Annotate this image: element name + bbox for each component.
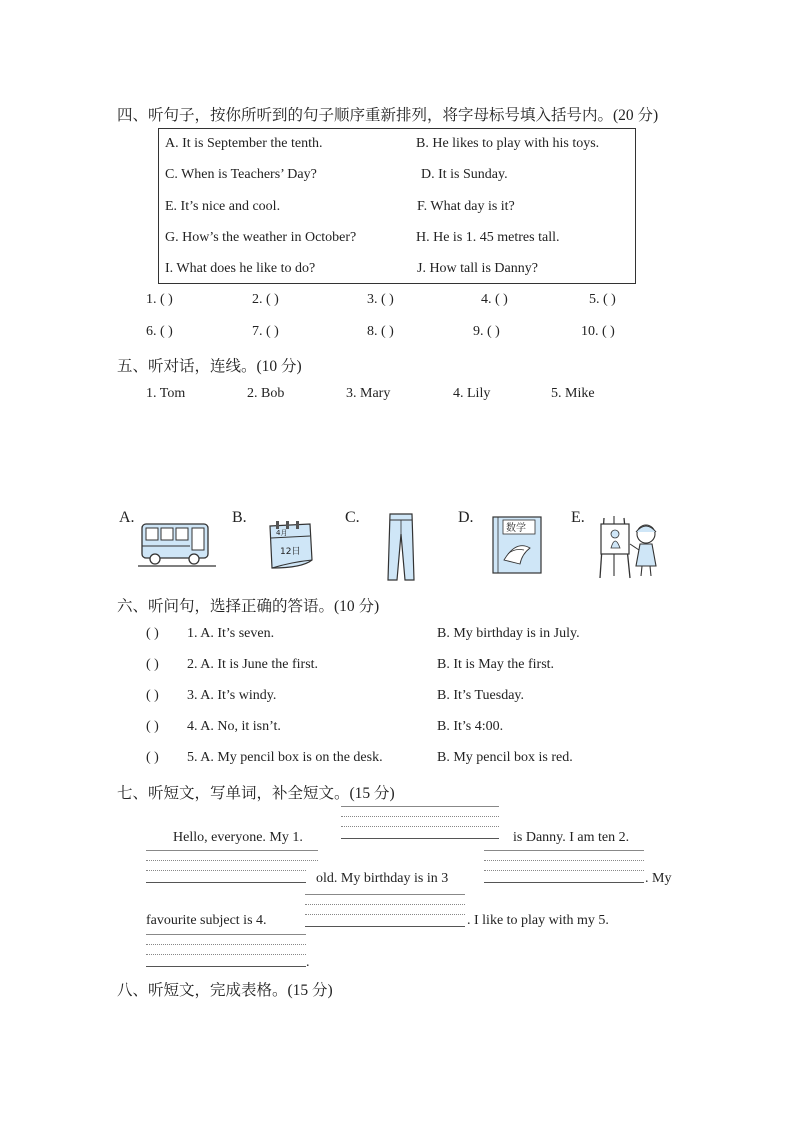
choice-2-a: 2. A. It is June the first. — [187, 657, 319, 672]
letter-b: B. — [232, 509, 247, 526]
passage-text-1: Hello, everyone. My 1. — [173, 830, 303, 845]
answer-blank-2[interactable]: 2. ( ) — [252, 292, 279, 307]
answer-blank-5[interactable]: 5. ( ) — [589, 292, 616, 307]
jeans-picture — [384, 510, 418, 582]
name-tom: 1. Tom — [146, 386, 186, 401]
writing-line — [146, 954, 306, 955]
writing-line — [146, 870, 306, 871]
choice-4-b: B. It’s 4:00. — [437, 719, 504, 734]
writing-line — [146, 934, 306, 935]
option-b: B. He likes to play with his toys. — [416, 136, 600, 151]
passage-text-5: favourite subject is 4. — [146, 913, 267, 928]
book-title: 数学 — [506, 523, 526, 534]
passage-text-7: . — [306, 955, 310, 970]
choice-1-a: 1. A. It’s seven. — [187, 626, 275, 641]
choice-5-a: 5. A. My pencil box is on the desk. — [187, 750, 383, 765]
calendar-day: 12日 — [280, 547, 301, 557]
answer-blank-7[interactable]: 7. ( ) — [252, 324, 279, 339]
answer-line-4[interactable] — [305, 926, 465, 927]
option-c: C. When is Teachers’ Day? — [165, 167, 317, 182]
option-g: G. How’s the weather in October? — [165, 230, 357, 245]
passage-text-6: . I like to play with my 5. — [467, 913, 609, 928]
option-d: D. It is Sunday. — [421, 167, 508, 182]
calendar-month: 4月 — [276, 529, 288, 537]
answer-blank-6[interactable]: 6. ( ) — [146, 324, 173, 339]
writing-line — [146, 860, 318, 861]
writing-line — [305, 914, 465, 915]
answer-blank-9[interactable]: 9. ( ) — [473, 324, 500, 339]
writing-line — [484, 870, 644, 871]
math-book-picture — [490, 514, 544, 576]
writing-line — [341, 826, 499, 827]
answer-blank-3[interactable]: 3. ( ) — [367, 292, 394, 307]
passage-text-2: is Danny. I am ten 2. — [513, 830, 630, 845]
answer-line-1[interactable] — [341, 838, 499, 839]
option-f: F. What day is it? — [417, 199, 515, 214]
choice-2-b: B. It is May the first. — [437, 657, 555, 672]
letter-e: E. — [571, 509, 585, 526]
writing-line — [484, 850, 644, 851]
passage-text-3: old. My birthday is in 3 — [316, 871, 449, 886]
section5-heading: 五、听对话，连线。(10 分) — [117, 358, 302, 375]
writing-line — [305, 894, 465, 895]
choice-bracket-1[interactable]: ( ) — [146, 626, 159, 641]
option-e: E. It’s nice and cool. — [165, 199, 281, 214]
choice-bracket-2[interactable]: ( ) — [146, 657, 159, 672]
painting-picture — [596, 514, 666, 580]
answer-blank-4[interactable]: 4. ( ) — [481, 292, 508, 307]
option-i: I. What does he like to do? — [165, 261, 316, 276]
answer-blank-8[interactable]: 8. ( ) — [367, 324, 394, 339]
section6-heading: 六、听问句，选择正确的答语。(10 分) — [117, 598, 380, 615]
option-a: A. It is September the tenth. — [165, 136, 323, 151]
letter-d: D. — [458, 509, 474, 526]
name-lily: 4. Lily — [453, 386, 491, 401]
choice-3-a: 3. A. It’s windy. — [187, 688, 277, 703]
choice-bracket-3[interactable]: ( ) — [146, 688, 159, 703]
answer-blank-10[interactable]: 10. ( ) — [581, 324, 615, 339]
section4-heading: 四、听句子，按你所听到的句子顺序重新排列，将字母标号填入括号内。(20 分) — [117, 107, 659, 124]
answer-line-3[interactable] — [484, 882, 644, 883]
choice-4-a: 4. A. No, it isn’t. — [187, 719, 281, 734]
writing-line — [305, 904, 465, 905]
name-mike: 5. Mike — [551, 386, 595, 401]
writing-line — [484, 860, 644, 861]
choice-bracket-5[interactable]: ( ) — [146, 750, 159, 765]
letter-a: A. — [119, 509, 135, 526]
letter-c: C. — [345, 509, 360, 526]
writing-line — [146, 850, 318, 851]
choice-bracket-4[interactable]: ( ) — [146, 719, 159, 734]
calendar-picture — [262, 518, 318, 572]
section7-heading: 七、听短文，写单词，补全短文。(15 分) — [117, 785, 395, 802]
option-h: H. He is 1. 45 metres tall. — [416, 230, 560, 245]
options-box — [158, 128, 636, 284]
section8-heading: 八、听短文，完成表格。(15 分) — [117, 982, 333, 999]
bus-picture — [138, 518, 216, 570]
choice-3-b: B. It’s Tuesday. — [437, 688, 525, 703]
choice-1-b: B. My birthday is in July. — [437, 626, 580, 641]
name-bob: 2. Bob — [247, 386, 285, 401]
passage-text-4: . My — [645, 871, 672, 886]
answer-line-5[interactable] — [146, 966, 306, 967]
name-mary: 3. Mary — [346, 386, 391, 401]
answer-blank-1[interactable]: 1. ( ) — [146, 292, 173, 307]
choice-5-b: B. My pencil box is red. — [437, 750, 573, 765]
answer-line-2[interactable] — [146, 882, 306, 883]
writing-line — [146, 944, 306, 945]
writing-line — [341, 806, 499, 807]
option-j: J. How tall is Danny? — [417, 261, 538, 276]
writing-line — [341, 816, 499, 817]
